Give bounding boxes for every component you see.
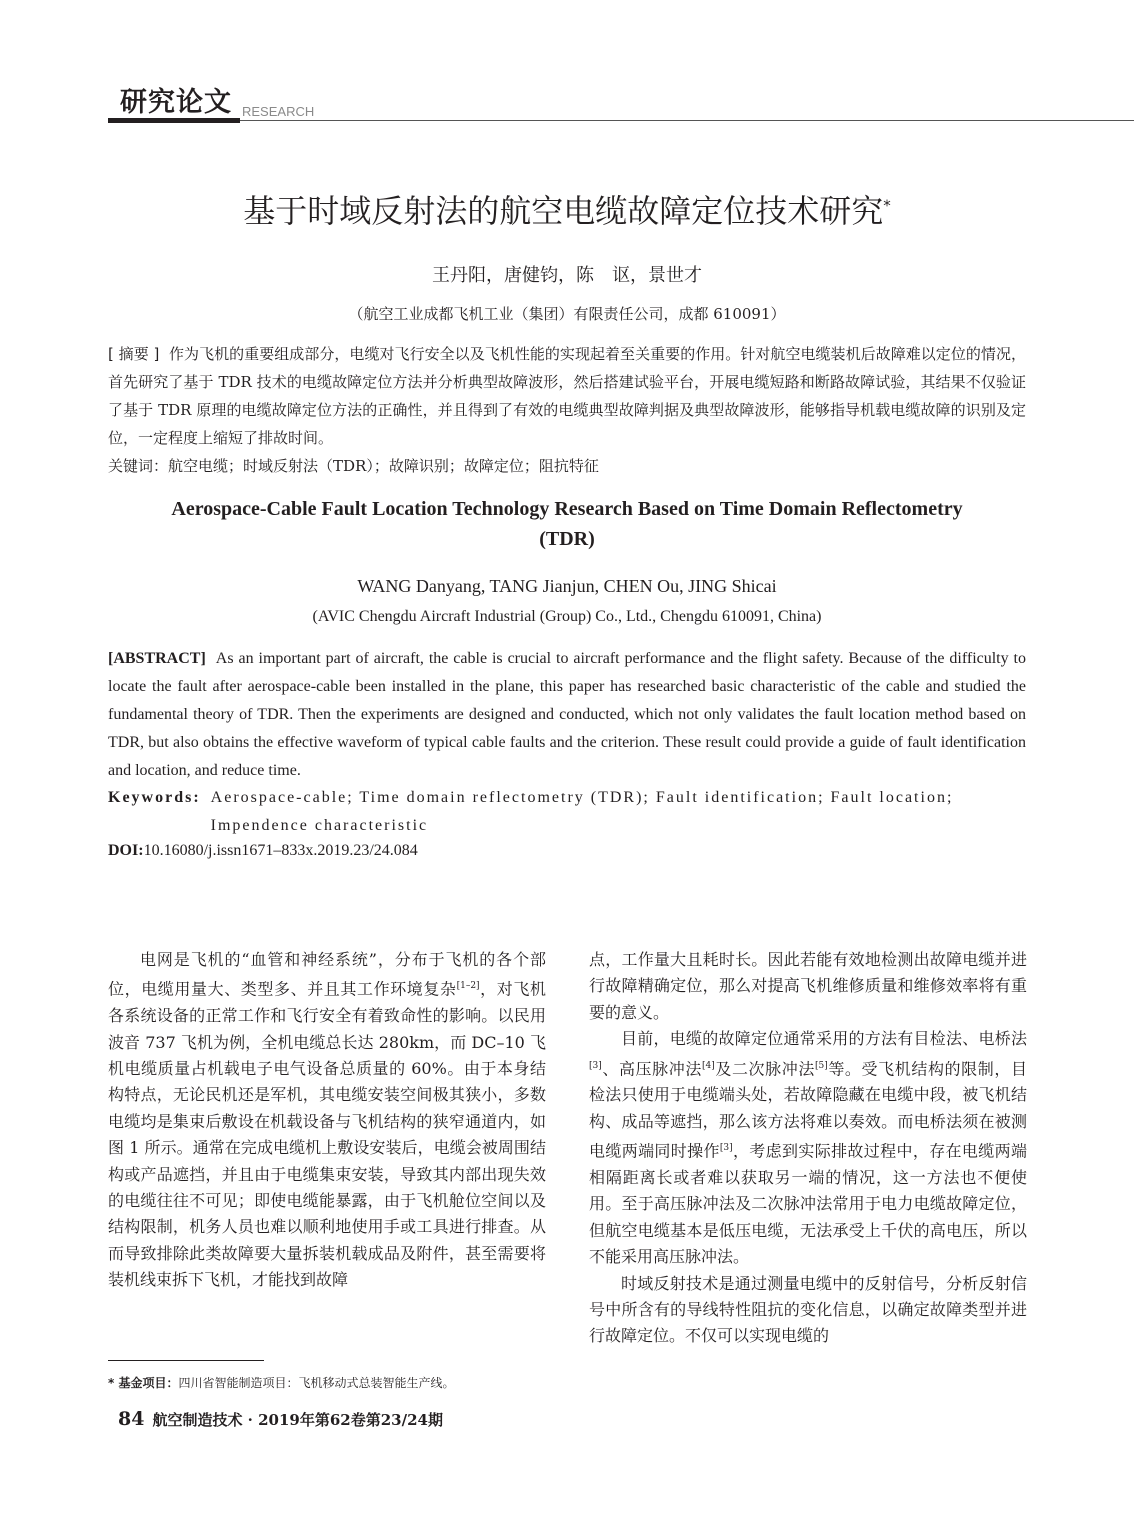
footnote-label: * 基金项目：	[108, 1376, 179, 1390]
body-text: 电网是飞机的“血管和神经系统”，分布于飞机的各个部位，电缆用量大、类型多、并且其工作环境复杂	[108, 950, 546, 999]
abstract-en-label: [ABSTRACT]	[108, 650, 206, 667]
body-paragraph	[589, 1026, 1027, 1270]
body-text: 、高压脉冲法	[601, 1058, 702, 1078]
citation[interactable]: [3]	[589, 1060, 602, 1071]
keywords-en-label: Keywords:	[108, 789, 201, 806]
doi-text: 10.16080/j.issn1671–833x.2019.23/24.084	[143, 842, 418, 859]
keywords-cn-label: 关键词：	[108, 457, 169, 475]
citation[interactable]: [3]	[719, 1143, 733, 1154]
body-column-left	[108, 947, 546, 1294]
title-footnote-mark: *	[883, 196, 891, 215]
affiliation-en: (AVIC Chengdu Aircraft Industrial (Group) Co., Ltd., Chengdu 610091, China)	[312, 608, 822, 625]
paper-title	[0, 186, 1134, 232]
section-label-en: RESEARCH	[242, 104, 315, 119]
abstract-en-text: As an important part of aircraft, the cable is crucial to aircraft performance and the flight safety. Because of the difficulty to locate the fault after aerospace-cable been installed in the plane, this paper has researched basic characteristic of the cable and studied the fundamental theory of TDR. Then the experiments are designed and conducted, which not only validates the fault location method based on TDR, but also obtains the effective waveform of typical cable faults and the criterion. These result could provide a guide of fault identification and location, and reduce time.	[108, 650, 1026, 779]
doi	[108, 842, 418, 860]
header-rule	[240, 120, 1134, 121]
authors-en: WANG Danyang, TANG Jianjun, CHEN Ou, JING Shicai	[357, 576, 777, 596]
journal-info: 航空制造技术 · 2019年第62卷第23/24期	[152, 1411, 443, 1429]
affiliation-cn: （航空工业成都飞机工业（集团）有限责任公司，成都 610091）	[348, 305, 786, 323]
body-text: 及二次脉冲法	[714, 1058, 815, 1078]
body-paragraph: 时域反射技术是通过测量电缆中的反射信号，分析反射信号中所含有的导线特性阻抗的变化信息，以确定故障类型并进行故障定位。不仅可以实现电缆的	[589, 1273, 1027, 1346]
doi-label: DOI:	[108, 842, 144, 859]
abstract-cn-label: [ 摘要 ]	[108, 345, 160, 363]
citation[interactable]: [4]	[701, 1060, 715, 1071]
keywords-en	[108, 784, 1026, 840]
body-text: ，对飞机各系统设备的正常工作和飞行安全有着致命性的影响。以民用波音 737 飞机为例，全机电缆总长达 280km，而 DC–10 飞机电缆质量占机载电子电气设备总质量的 60%。由于本身结构特点，无论民机还是军机，其电缆安装空间极其狭小，多数电缆均是集束后敷设在机载设备与飞机结构的狭窄通道内，如图 1 所示。通常在完成电缆机上敷设安装后，电缆会被周围结构或产品遮挡，并且由于电缆集束安装，导致其内部出现失效的电缆往往不可见；即使电缆能暴露，由于飞机舱位空间以及结构限制，机务人员也难以顺利地使用手或工具进行排查。从而导致排除此类故障要大量拆装机载成品及附件，甚至需要将装机线束拆下飞机，才能找到故障	[108, 979, 546, 1290]
body-text: ，考虑到实际排故过程中，存在电缆两端相隔距离长或者难以获取另一端的情况，这一方法也不便使用。至于高压脉冲法及二次脉冲法常用于电力电缆故障定位，但航空电缆基本是低压电缆，无法承受上千伏的高电压，所以不能采用高压脉冲法。	[589, 1141, 1027, 1267]
footnote-text: 四川省智能制造项目：飞机移动式总装智能生产线。	[178, 1376, 455, 1390]
citation[interactable]: [1–2]	[456, 981, 480, 992]
body-text: 等。受飞机结构的限制，目检法只使用于电缆端头处，若故障隐藏在电缆中段，被飞机结构、成品等遮挡，那么该方法将难以奏效。而电桥法须在被测电缆两端同时操作	[589, 1058, 1027, 1161]
page-footer	[118, 1408, 443, 1430]
keywords-cn	[108, 452, 1026, 480]
keywords-cn-text: 航空电缆；时域反射法（TDR）；故障识别；故障定位；阻抗特征	[168, 457, 599, 475]
body-paragraph	[108, 947, 546, 1294]
paper-title-text: 基于时域反射法的航空电缆故障定位技术研究	[243, 192, 884, 230]
abstract-cn-text: 作为飞机的重要组成部分，电缆对飞行安全以及飞机性能的实现起着至关重要的作用。针对航空电缆装机后故障难以定位的情况，首先研究了基于 TDR 技术的电缆故障定位方法并分析典型故障波形，然后搭建试验平台，开展电缆短路和断路故障试验，其结果不仅验证了基于 TDR 原理的电缆故障定位方法的正确性，并且得到了有效的电缆典型故障判据及典型故障波形，能够指导机载电缆故障的识别及定位，一定程度上缩短了排故时间。	[108, 345, 1026, 447]
header-rule-thick	[108, 118, 240, 123]
footnote	[108, 1374, 454, 1391]
section-label: 研究论文	[120, 87, 232, 118]
body-column-right	[589, 947, 1027, 1350]
body-text: 目前，电缆的故障定位通常采用的方法有目检法、电桥法	[621, 1029, 1027, 1049]
abstract-cn	[108, 340, 1026, 452]
authors-cn: 王丹阳，唐健钧，陈 讴，景世才	[432, 265, 702, 286]
paper-title-en: Aerospace-Cable Fault Location Technology Research Based on Time Domain Reflectometry (TDR)	[171, 498, 963, 550]
abstract-en	[108, 645, 1026, 785]
keywords-en-text: Aerospace-cable; Time domain reflectometry (TDR); Fault identification; Fault location; Impendence characteristic	[210, 789, 954, 834]
body-paragraph: 点，工作量大且耗时长。因此若能有效地检测出故障电缆并进行故障精确定位，那么对提高飞机维修质量和维修效率将有重要的意义。	[589, 950, 1027, 1022]
citation[interactable]: [5]	[814, 1060, 828, 1071]
footnote-rule	[108, 1360, 264, 1361]
page-number: 84	[118, 1408, 145, 1430]
